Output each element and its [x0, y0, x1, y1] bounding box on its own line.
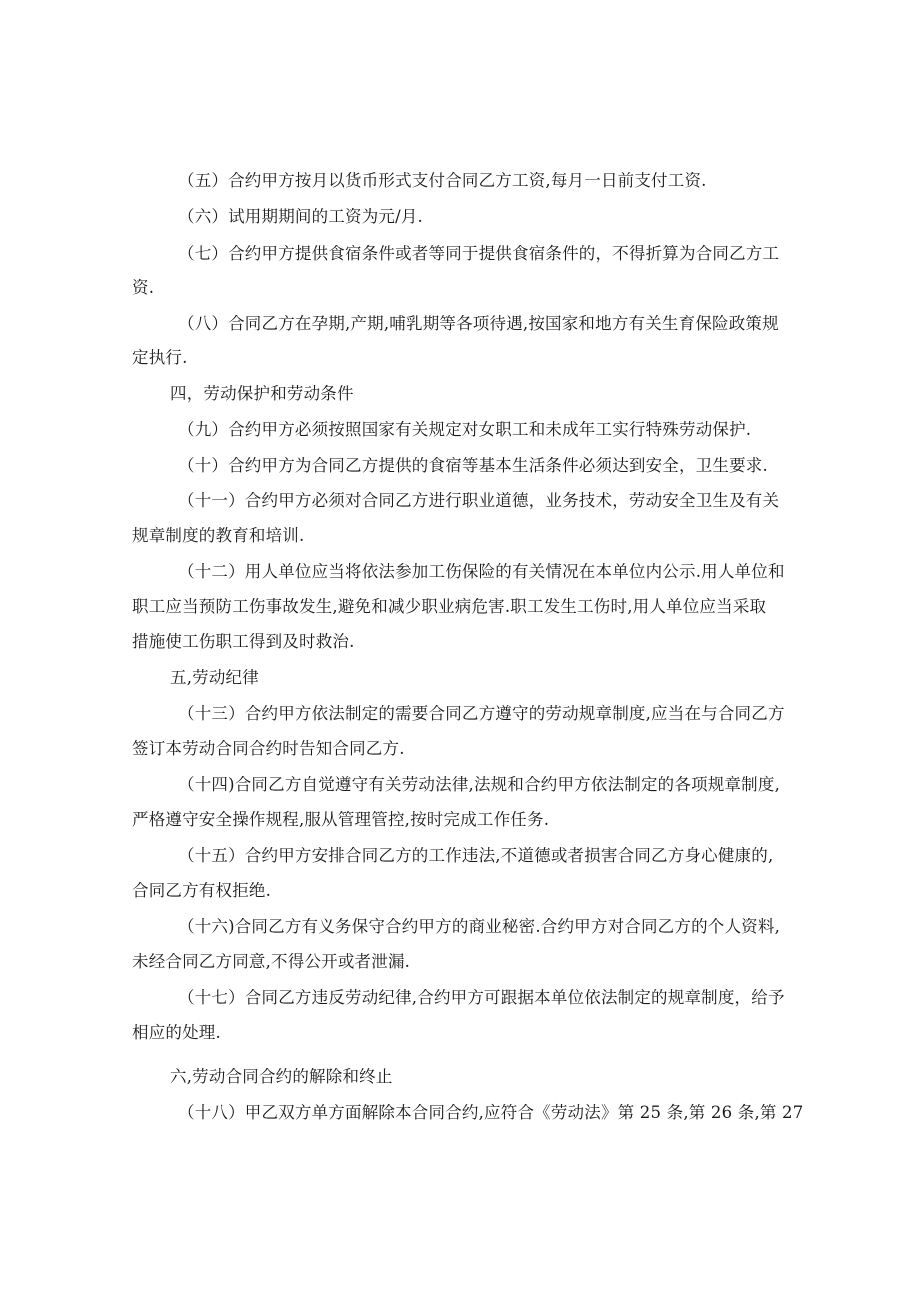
clause-11-line-1: （十一）合约甲方必须对合同乙方进行职业道德，业务技术，劳动安全卫生及有关	[178, 491, 780, 510]
clause-9: （九）合约甲方必须按照国家有关规定对女职工和未成年工实行特殊劳动保护.	[178, 420, 752, 439]
clause-10: （十）合约甲方为合同乙方提供的食宿等基本生活条件必须达到安全，卫生要求.	[178, 456, 768, 475]
clause-12-line-2: 职工应当预防工伤事故发生,避免和减少职业病危害.职工发生工伤时,用人单位应当采取	[132, 597, 767, 616]
clause-14-line-2: 严格遵守安全操作规程,服从管理管控,按时完成工作任务.	[132, 810, 550, 829]
clause-11-line-2: 规章制度的教育和培训.	[132, 526, 305, 545]
clause-8-line-1: （八）合同乙方在孕期,产期,哺乳期等各项待遇,按国家和地方有关生育保险政策规	[178, 314, 779, 333]
clause-18-line-1: （十八）甲乙双方单方面解除本合同合约,应符合《劳动法》第 25 条,第 26 条,第 27	[178, 1103, 804, 1122]
clause-17-line-1: （十七）合同乙方违反劳动纪律,合约甲方可跟据本单位依法制定的规章制度，给予	[178, 988, 785, 1007]
section-heading-4: 四，劳动保护和劳动条件	[170, 384, 354, 403]
clause-14-line-1: （十四)合同乙方自觉遵守有关劳动法律,法规和合约甲方依法制定的各项规章制度,	[178, 775, 781, 794]
clause-15-line-1: （十五）合约甲方安排合同乙方的工作违法,不道德或者损害合同乙方身心健康的,	[178, 846, 774, 865]
clause-7-line-2: 资.	[132, 278, 155, 297]
clause-12-line-3: 措施使工伤职工得到及时救治.	[132, 632, 355, 651]
section-heading-6: 六,劳动合同合约的解除和终止	[170, 1067, 393, 1086]
clause-6: （六）试用期期间的工资为元/月.	[178, 207, 424, 226]
section-heading-5: 五,劳动纪律	[170, 668, 259, 687]
clause-13-line-1: （十三）合约甲方依法制定的需要合同乙方遵守的劳动规章制度,应当在与合同乙方	[178, 704, 785, 723]
clause-15-line-2: 合同乙方有权拒绝.	[132, 881, 272, 900]
clause-8-line-2: 定执行.	[132, 348, 188, 367]
clause-12-line-1: （十二）用人单位应当将依法参加工伤保险的有关情况在本单位内公示.用人单位和	[178, 562, 785, 581]
clause-13-line-2: 签订本劳动合同合约时告知合同乙方.	[132, 739, 405, 758]
clause-17-line-2: 相应的处理.	[132, 1023, 221, 1042]
clause-16-line-1: （十六)合同乙方有义务保守合约甲方的商业秘密.合约甲方对合同乙方的个人资料,	[178, 917, 781, 936]
clause-7-line-1: （七）合约甲方提供食宿条件或者等同于提供食宿条件的，不得折算为合同乙方工	[178, 244, 780, 263]
clause-16-line-2: 未经合同乙方同意,不得公开或者泄漏.	[132, 952, 411, 971]
clause-5: （五）合约甲方按月以货币形式支付合同乙方工资,每月一日前支付工资.	[178, 171, 707, 190]
